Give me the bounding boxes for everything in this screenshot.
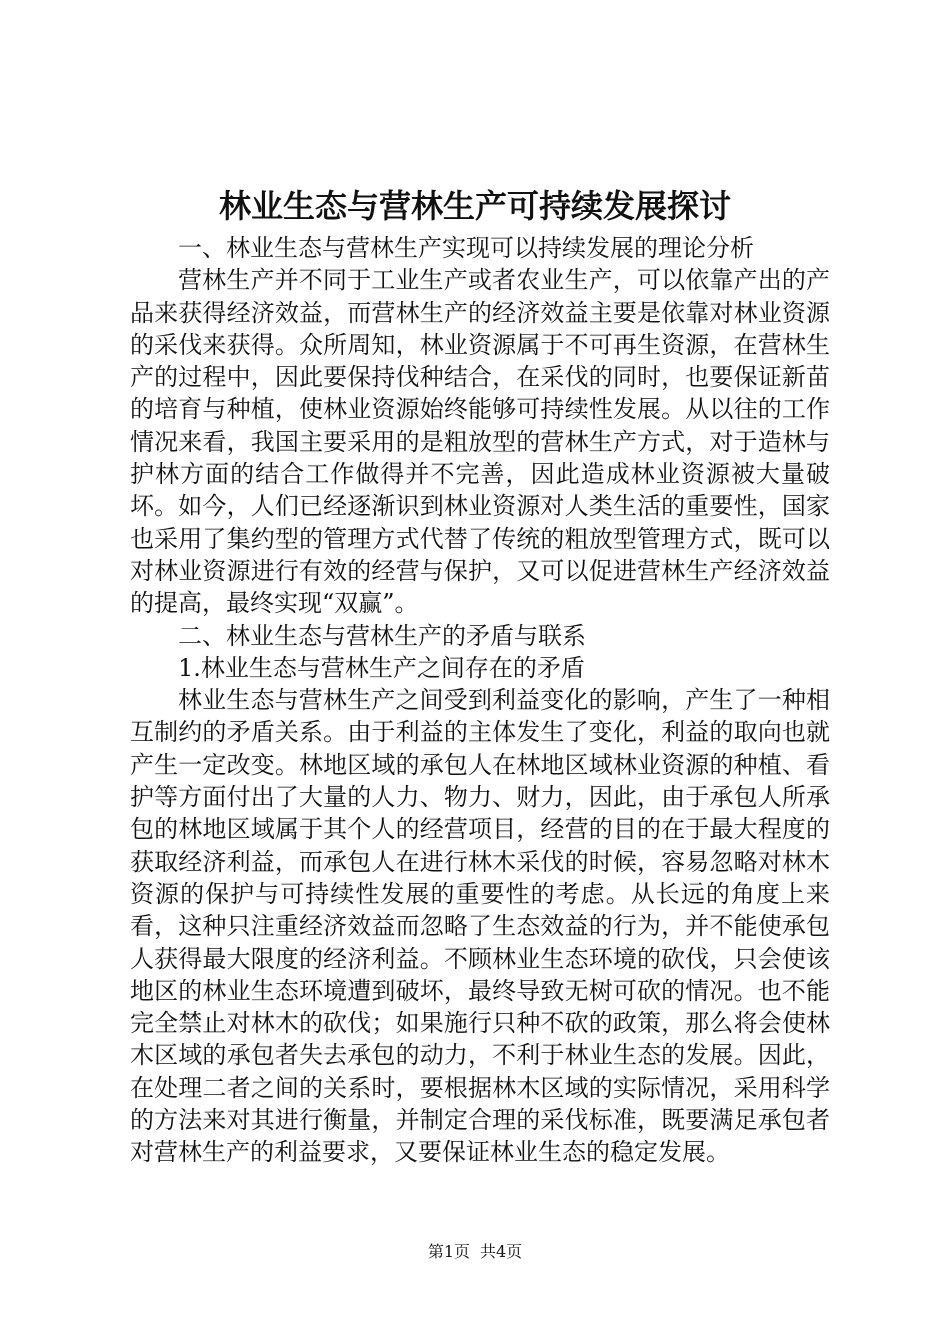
body-paragraph-2: 林业生态与营林生产之间受到利益变化的影响，产生了一种相互制约的矛盾关系。由于利益的主体发生了变化，利益的取向也就产生一定改变。林地区域的承包人在林地区域林业资源的种植、看护等方面付出了大量的人力、物力、财力，因此，由于承包人所承包的林地区域属于其个人的经营项目，经营的目的在于最大程度的获取经济利益，而承包人在进行林木采伐的时候，容易忽略对林木资源的保护与可持续性发展的重要性的考虑。从长远的角度上来看，这种只注重经济效益而忽略了生态效益的行为，并不能使承包人获得最大限度的经济利益。不顾林业生态环境的砍伐，只会使该地区的林业生态环境遭到破坏，最终导致无树可砍的情况。也不能完全禁止对林木的砍伐；如果施行只种不砍的政策，那么将会使林木区域的承包者失去承包的动力，不利于林业生态的发展。因此，在处理二者之间的关系时，要根据林木区域的实际情况，采用科学的方法来对其进行衡量，并制定合理的采伐标准，既要满足承包者对营林生产的利益要求，又要保证林业生态的稳定发展。 bbox=[130, 686, 830, 1167]
page-footer bbox=[0, 1241, 950, 1263]
subsection-heading-1: 1.林业生态与营林生产之间存在的矛盾 bbox=[178, 653, 585, 682]
section-heading-1: 一、林业生态与营林生产实现可以持续发展的理论分析 bbox=[178, 234, 754, 262]
page-total: 共4页 bbox=[480, 1242, 523, 1261]
document-title: 林业生态与营林生产可持续发展探讨 bbox=[218, 187, 731, 225]
page-number: 第1页 bbox=[427, 1242, 470, 1261]
document-body bbox=[130, 232, 830, 1169]
body-paragraph-1: 营林生产并不同于工业生产或者农业生产，可以依靠产出的产品来获得经济效益，而营林生产的经济效益主要是依靠对林业资源的采伐来获得。众所周知，林业资源属于不可再生资源，在营林生产的过程中，因此要保持伐种结合，在采伐的同时，也要保证新苗的培育与种植，使林业资源始终能够可持续性发展。从以往的工作情况来看，我国主要采用的是粗放型的营林生产方式，对于造林与护林方面的结合工作做得并不完善，因此造成林业资源被大量破坏。如今，人们已经逐渐识到林业资源对人类生活的重要性，国家也采用了集约型的管理方式代替了传统的粗放型管理方式，既可以对林业资源进行有效的经营与保护，又可以促进营林生产经济效益的提高，最终实现“双赢”。 bbox=[130, 266, 830, 618]
section-heading-2: 二、林业生态与营林生产的矛盾与联系 bbox=[178, 621, 586, 650]
